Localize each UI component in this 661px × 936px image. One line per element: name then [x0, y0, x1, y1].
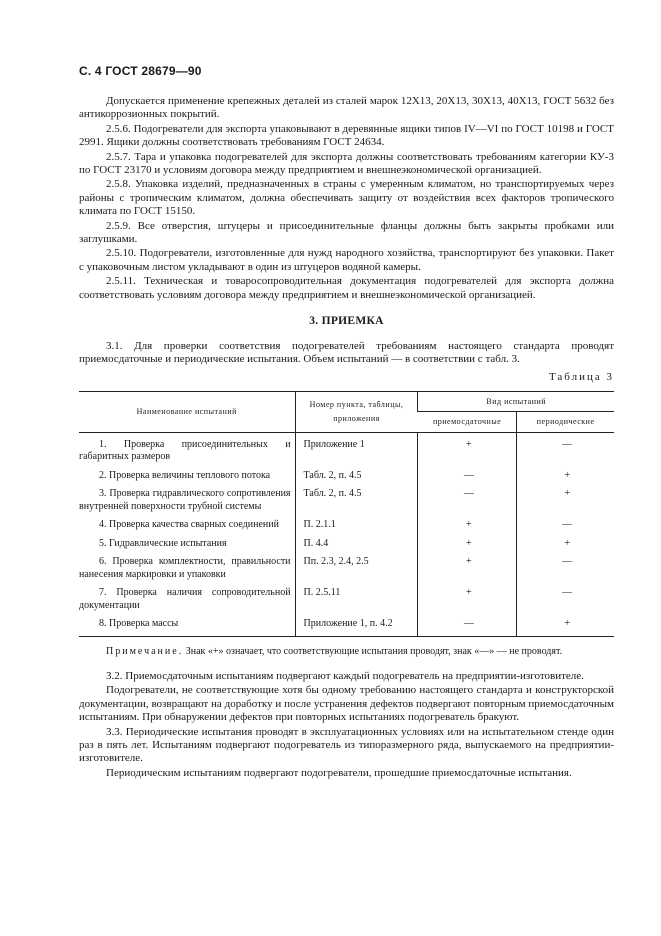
- periodic-mark: —: [517, 553, 614, 584]
- paragraph: 2.5.7. Тара и упаковка подогревателей для экспорта должны соответствовать требованиям категории КУ-3 по ГОСТ 23170 и условиям договора между предприятием и внешнеэкономической организацией.: [79, 150, 614, 177]
- intro-paragraph: 3.1. Для проверки соответствия подогревателей требованиям настоящего стандарта проводят приемосдаточные и периодические испытания. Объем испытаний — в соответствии с табл. 3.: [79, 339, 614, 365]
- acceptance-mark: —: [418, 467, 517, 486]
- periodic-mark: +: [517, 467, 614, 486]
- test-name: 3. Проверка гидравлического сопротивления внутренней поверхности трубной системы: [79, 488, 291, 512]
- header-test-name: Наименование испытаний: [79, 391, 295, 432]
- test-reference: П. 4.4: [295, 535, 418, 554]
- header-reference: Номер пункта, таблицы, приложения: [295, 391, 418, 432]
- table-caption: Таблица 3: [548, 371, 614, 384]
- header-acceptance: приемосдаточные: [418, 412, 517, 432]
- acceptance-mark: —: [418, 615, 517, 636]
- test-name: 1. Проверка присоединительных и габаритных размеров: [79, 438, 291, 463]
- periodic-mark: —: [517, 516, 614, 535]
- paragraph: 3.3. Периодические испытания проводят в эксплуатационных условиях или на испытательном стенде один раз в пять лет. Испытаниям подвергают подогреватель из типоразмерного ряда, выпускаемого на предприятии-изготовителе.: [79, 725, 614, 765]
- test-name: 5. Гидравлические испытания: [99, 537, 227, 549]
- paragraph: Периодическим испытаниям подвергают подогреватели, прошедшие приемосдаточные испытания.: [106, 766, 572, 779]
- header-test-kind: Вид испытаний: [418, 391, 614, 411]
- table-row: [79, 467, 614, 486]
- periodic-mark: +: [517, 535, 614, 554]
- test-name: 8. Проверка массы: [79, 615, 295, 636]
- paragraph: 2.5.6. Подогреватели для экспорта упаковывают в деревянные ящики типов IV—VI по ГОСТ 10198 и ГОСТ 2991. Ящики должны соответствовать требованиям ГОСТ 24634.: [79, 122, 614, 149]
- tests-table: [79, 391, 614, 637]
- periodic-mark: —: [517, 432, 614, 467]
- acceptance-mark: +: [418, 516, 517, 535]
- table-row: [79, 535, 614, 554]
- table-row: [79, 432, 614, 467]
- test-reference: П. 2.5.11: [295, 584, 418, 615]
- table-note: [79, 646, 614, 659]
- periodic-mark: —: [517, 584, 614, 615]
- paragraph: Допускается применение крепежных деталей из сталей марок 12Х13, 20Х13, 30Х13, 40Х13, ГОСТ 5632 без антикоррозионных покрытий.: [79, 95, 614, 121]
- test-reference: Табл. 2, п. 4.5: [295, 485, 418, 516]
- table-row: [79, 553, 614, 584]
- paragraph: 2.5.11. Техническая и товаросопроводительная документация подогревателей для экспорта должна соответствовать условиям договора между предприятием и внешнеэкономической организацией.: [79, 275, 614, 301]
- acceptance-mark: —: [418, 485, 517, 516]
- table-row: [79, 615, 614, 636]
- paragraph: 2.5.10. Подогреватели, изготовленные для нужд народного хозяйства, транспортируют без упаковки. Пакет с упаковочным листом укладывают в один из штуцеров водяной камеры.: [79, 247, 614, 273]
- acceptance-mark: +: [418, 432, 517, 467]
- acceptance-mark: +: [418, 584, 517, 615]
- acceptance-mark: +: [418, 553, 517, 584]
- header-periodic: периодические: [517, 412, 614, 432]
- test-name: 7. Проверка наличия сопроводительной документации: [79, 587, 291, 611]
- test-reference: Пп. 2.3, 2.4, 2.5: [295, 553, 418, 584]
- test-reference: Приложение 1: [295, 432, 418, 467]
- document-body: [79, 95, 614, 780]
- section-title: 3. ПРИЕМКА: [309, 315, 384, 328]
- note-label: Примечание.: [106, 645, 184, 657]
- table-row: [79, 584, 614, 615]
- test-reference: Табл. 2, п. 4.5: [295, 467, 418, 486]
- periodic-mark: +: [517, 485, 614, 516]
- test-name: 2. Проверка величины теплового потока: [99, 469, 271, 481]
- acceptance-mark: +: [418, 535, 517, 554]
- test-name: 6. Проверка комплектности, правильности нанесения маркировки и упаковки: [79, 556, 291, 580]
- paragraph: 2.5.9. Все отверстия, штуцеры и присоединительные фланцы должны быть закрыты пробками или заглушками.: [79, 219, 614, 246]
- table-row: [79, 516, 614, 535]
- test-reference: Приложение 1, п. 4.2: [295, 615, 418, 636]
- paragraph: 2.5.8. Упаковка изделий, предназначенных в страны с умеренным климатом, но транспортируемых через районы с тропическим климатом, должна обеспечивать защиту от воздействия всех факторов тропического климата по ГОСТ 15150.: [79, 178, 614, 218]
- paragraph: Подогреватели, не соответствующие хотя бы одному требованию настоящего стандарта и конструкторской документации, возвращают на доработку и после устранения дефектов подвергают повторным приемосдаточным испытаниям. При обнаружении дефектов при повторных испытаниях подогреватель бракуют.: [79, 684, 614, 724]
- note-text: Знак «+» означает, что соответствующие испытания проводят, знак «—» — не проводят.: [183, 645, 563, 657]
- paragraph: 3.2. Приемосдаточным испытаниям подвергают каждый подогреватель на предприятии-изготовителе.: [106, 670, 584, 683]
- periodic-mark: +: [517, 615, 614, 636]
- page-header: С. 4 ГОСТ 28679—90: [79, 64, 202, 78]
- test-reference: П. 2.1.1: [295, 516, 418, 535]
- test-name: 4. Проверка качества сварных соединений: [99, 519, 279, 531]
- table-row: [79, 485, 614, 516]
